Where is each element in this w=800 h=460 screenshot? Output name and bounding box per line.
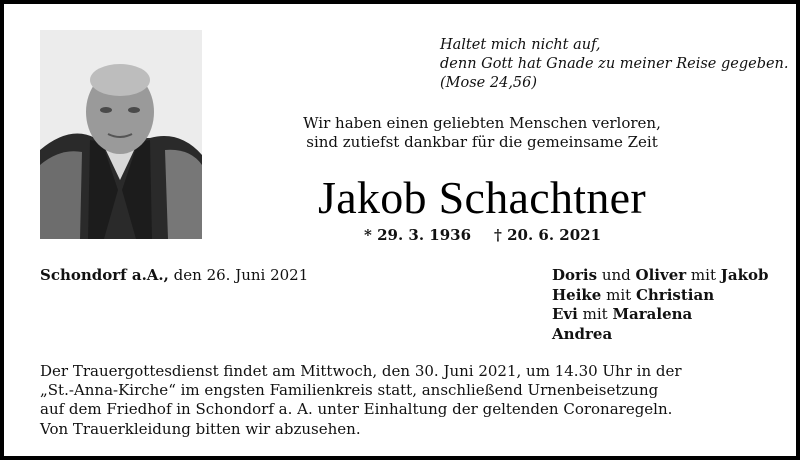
mourner-name: Maralena — [612, 305, 693, 323]
quote-reference: (Mose 24,56) — [440, 75, 538, 91]
portrait-photo — [40, 30, 202, 239]
mourner-name: Doris — [552, 266, 598, 284]
mourner-name: Heike — [552, 285, 602, 304]
mourner-name: Oliver — [635, 266, 687, 284]
intro-line: Wir haben einen geliebten Menschen verloren, — [303, 114, 661, 132]
connector-word: und — [597, 266, 636, 284]
notice-date: den 26. Juni 2021 — [168, 266, 309, 284]
deceased-name: Jakob Schachtner — [318, 172, 646, 223]
service-line: „St.-Anna-Kirche“ im engsten Familienkreis statt, anschließend Urnenbeisetzung — [40, 381, 659, 400]
place-and-date — [40, 266, 308, 285]
mourner-name: Andrea — [552, 324, 613, 343]
intro-line: sind zutiefst dankbar für die gemeinsame Zeit — [306, 133, 658, 151]
mourner-name: Evi — [552, 305, 578, 323]
intro-text — [254, 114, 710, 152]
death-date: † 20. 6. 2021 — [494, 226, 602, 244]
mourners-line — [552, 325, 768, 345]
quote-line: denn Gott hat Gnade zu meiner Reise gegeben. — [440, 56, 789, 72]
bible-quote — [440, 36, 789, 93]
mourners-line — [552, 266, 768, 286]
service-line: auf dem Friedhof in Schondorf a. A. unter Einhaltung der geltenden Coronaregeln. — [40, 400, 673, 419]
service-line: Von Trauerkleidung bitten wir abzusehen. — [40, 419, 361, 438]
mourners-list — [552, 266, 768, 344]
connector-word: mit — [577, 305, 613, 323]
quote-line: Haltet mich nicht auf, — [440, 37, 601, 53]
connector-word: mit — [686, 266, 721, 284]
mourners-line — [552, 286, 768, 306]
portrait-image — [40, 30, 202, 239]
mourners-line — [552, 305, 768, 325]
service-line: Der Trauergottesdienst findet am Mittwoch, den 30. Juni 2021, um 14.30 Uhr in der — [40, 362, 682, 380]
birth-date: * 29. 3. 1936 — [364, 226, 472, 244]
place-name: Schondorf a.A., — [40, 266, 169, 284]
life-dates — [364, 226, 604, 245]
mourner-name: Christian — [635, 285, 715, 304]
funeral-service-info — [40, 362, 770, 439]
mourner-name: Jakob — [720, 266, 769, 284]
connector-word: mit — [601, 285, 636, 304]
